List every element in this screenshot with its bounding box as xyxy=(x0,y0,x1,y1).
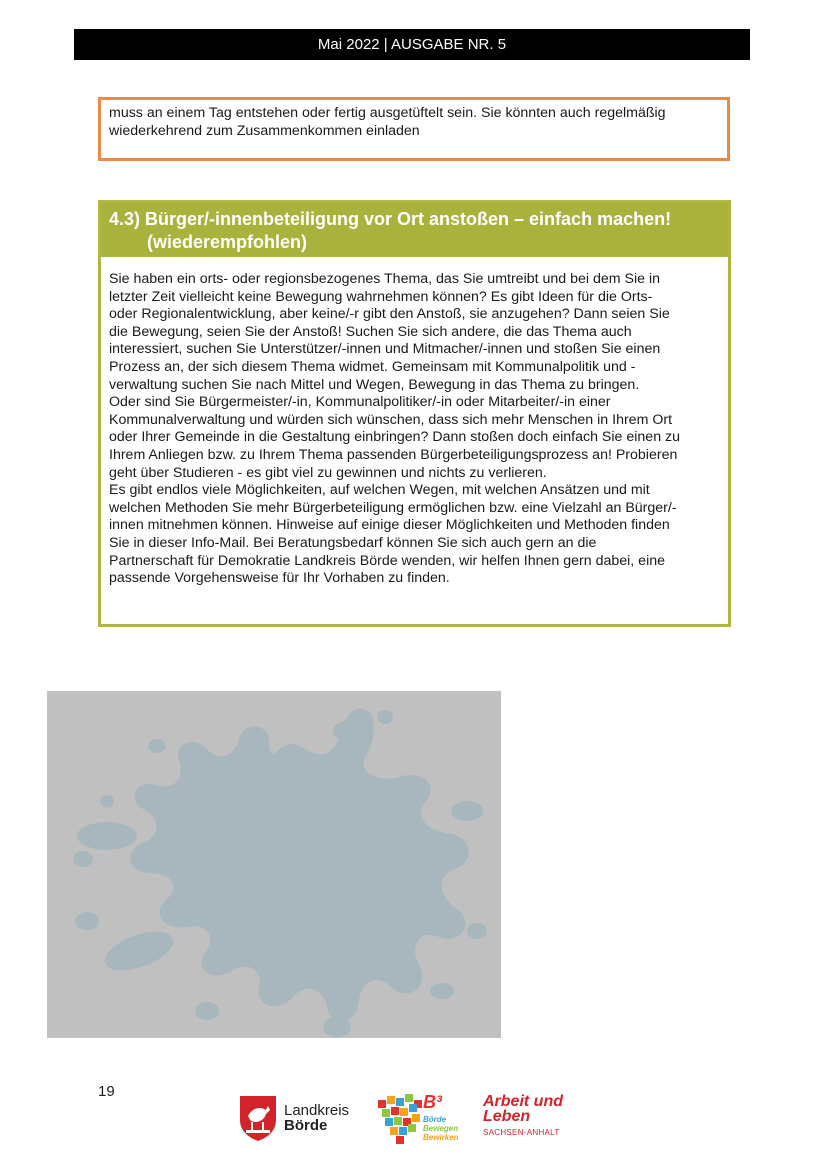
body-line: Sie haben ein orts- oder regionsbezogenes Thema, das Sie umtreibt und bei dem Sie in xyxy=(109,271,661,287)
body-line: geht über Studieren - es gibt viel zu gewinnen und nichts zu verlieren. xyxy=(109,464,547,481)
b3-mosaic-icon xyxy=(376,1090,458,1146)
aul-line-2: Leben xyxy=(483,1108,531,1125)
landkreis-line-1: Landkreis xyxy=(284,1102,350,1119)
body-line: passende Vorgehensweise für Ihr Vorhaben zu finden. xyxy=(109,570,450,587)
splash-image xyxy=(47,691,501,1038)
b3-line-1: Börde xyxy=(423,1115,447,1124)
body-line: Partnerschaft für Demokratie Landkreis Börde wenden, wir helfen Ihnen gern dabei, eine xyxy=(109,552,666,569)
b3-logo xyxy=(376,1090,458,1146)
body-line: oder Ihrer Gemeinde in die Gestaltung einbringen? Dann stoßen doch einfach Sie einen zu xyxy=(109,429,681,446)
landkreis-name xyxy=(284,1103,349,1133)
section-heading-line-1: 4.3) Bürger/-innenbeteiligung vor Ort anstoßen – einfach machen! xyxy=(109,209,672,229)
body-line: innen mitnehmen können. Hinweise auf einige dieser Möglichkeiten und Methoden finden xyxy=(109,517,670,534)
section-body xyxy=(101,257,728,588)
b3-line-2: Bewegen xyxy=(423,1124,458,1133)
body-line: letzter Zeit vielleicht keine Bewegung wahrnehmen können? Es gibt Ideen für die Orts- xyxy=(109,288,653,305)
page-number: 19 xyxy=(98,1083,115,1100)
coat-of-arms-icon xyxy=(238,1094,278,1142)
continued-line-2: wiederkehrend zum Zusammenkommen einladen xyxy=(109,123,420,139)
body-line: verwaltung suchen Sie nach Mittel und Wegen, Bewegung in das Thema zu bringen. xyxy=(109,376,640,393)
body-line: Es gibt endlos viele Möglichkeiten, auf welchen Wegen, mit welchen Ansätzen und mit xyxy=(109,482,650,499)
body-line: Oder sind Sie Bürgermeister/-in, Kommunalpolitiker/-in oder Mitarbeiter/-in einer xyxy=(109,394,611,411)
issue-title: Mai 2022 | AUSGABE NR. 5 xyxy=(317,36,507,53)
b3-line-3: Bewirken xyxy=(423,1133,458,1142)
landkreis-boerde-logo xyxy=(238,1094,349,1142)
body-line: Kommunalverwaltung und würden sich wünschen, dass sich mehr Menschen in Ihrem Ort xyxy=(109,411,673,428)
aul-line-1: Arbeit und xyxy=(483,1093,563,1110)
section-box xyxy=(98,200,731,627)
issue-header-bar xyxy=(74,29,750,60)
body-line: welchen Methoden Sie mehr Bürgerbeteiligung ermöglichen bzw. eine Vielzahl an Bürger/- xyxy=(109,499,677,516)
body-line: die Bewegung, seien Sie der Anstoß! Suchen Sie sich andere, die das Thema auch xyxy=(109,323,632,340)
section-heading-line-2: (wiederempfohlen) xyxy=(147,232,308,252)
aul-subtitle: SACHSEN-ANHALT xyxy=(483,1128,560,1137)
body-line: oder Regionalentwicklung, aber keine/-r gibt den Anstoß, sie anzugehen? Dann seien Sie xyxy=(109,306,670,323)
landkreis-line-2: Börde xyxy=(284,1117,328,1134)
continued-text xyxy=(109,104,719,140)
section-heading xyxy=(101,203,728,257)
body-line: interessiert, suchen Sie Unterstützer/-innen und Mitmacher/-innen und stoßen Sie einen xyxy=(109,341,661,358)
continued-text-box xyxy=(98,97,730,161)
body-line: Prozess an, der sich diesem Thema widmet. Gemeinsam mit Kommunalpolitik und - xyxy=(109,358,636,375)
b3-mark: B³ xyxy=(423,1092,442,1112)
body-line: Sie in dieser Info-Mail. Bei Beratungsbedarf können Sie sich auch gern an die xyxy=(109,534,597,551)
splash-graphic xyxy=(47,691,501,1038)
continued-line-1: muss an einem Tag entstehen oder fertig ausgetüftelt sein. Sie könnten auch regelmäßig xyxy=(109,105,666,121)
arbeit-und-leben-logo xyxy=(483,1094,563,1137)
body-line: Ihrem Anliegen bzw. zu Ihrem Thema passenden Bürgerbeteiligungsprozess an! Probieren xyxy=(109,446,678,463)
